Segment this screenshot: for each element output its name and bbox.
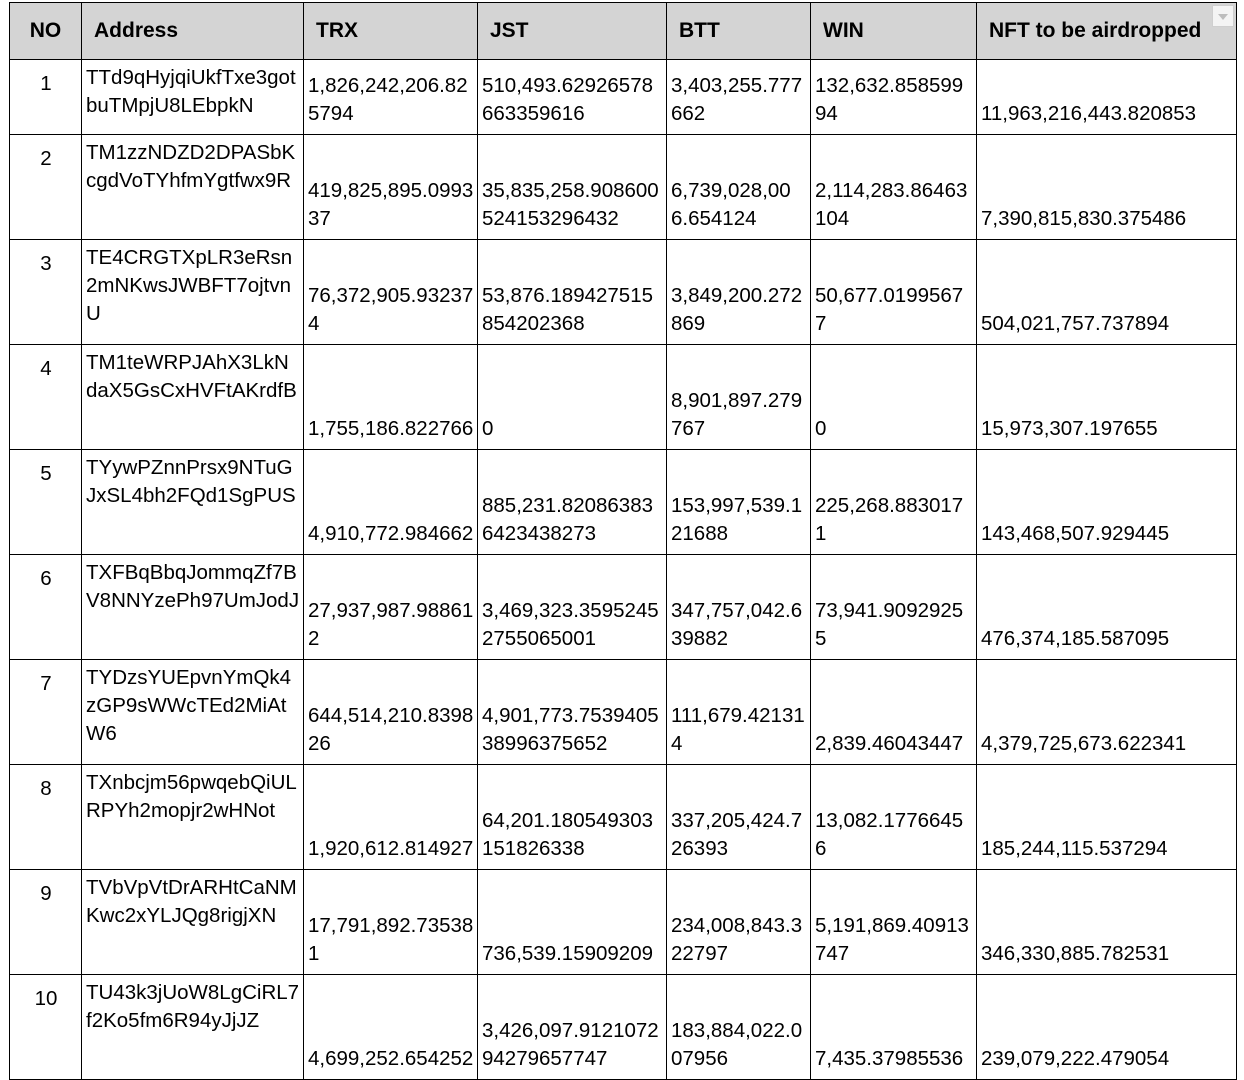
cell-win: 0 (811, 345, 977, 450)
cell-trx: 1,826,242,206.825794 (304, 60, 478, 135)
table-row (10, 240, 1237, 345)
cell-btt: 234,008,843.322797 (667, 870, 811, 975)
cell-trx: 76,372,905.932374 (304, 240, 478, 345)
airdrop-table-container (9, 2, 1237, 1080)
cell-nft: 239,079,222.479054 (977, 975, 1237, 1080)
cell-trx: 27,937,987.988612 (304, 555, 478, 660)
cell-nft: 143,468,507.929445 (977, 450, 1237, 555)
table-row (10, 870, 1237, 975)
cell-address: TE4CRGTXpLR3eRsn2mNKwsJWBFT7ojtvnU (82, 240, 304, 345)
cell-nft: 4,379,725,673.622341 (977, 660, 1237, 765)
cell-jst: 3,469,323.35952452755065001 (478, 555, 667, 660)
cell-no: 4 (10, 345, 82, 450)
header-trx: TRX (304, 3, 478, 60)
cell-address: TYywPZnnPrsx9NTuGJxSL4bh2FQd1SgPUS (82, 450, 304, 555)
header-win: WIN (811, 3, 977, 60)
cell-jst: 64,201.180549303151826338 (478, 765, 667, 870)
cell-no: 3 (10, 240, 82, 345)
cell-jst: 53,876.189427515854202368 (478, 240, 667, 345)
cell-jst: 3,426,097.912107294279657747 (478, 975, 667, 1080)
cell-btt: 3,403,255.777662 (667, 60, 811, 135)
cell-win: 225,268.8830171 (811, 450, 977, 555)
table-row (10, 345, 1237, 450)
cell-jst: 736,539.15909209 (478, 870, 667, 975)
cell-no: 1 (10, 60, 82, 135)
cell-address: TTd9qHyjqiUkfTxe3gotbuTMpjU8LEbpkN (82, 60, 304, 135)
cell-win: 132,632.85859994 (811, 60, 977, 135)
cell-win: 5,191,869.40913747 (811, 870, 977, 975)
cell-address: TXnbcjm56pwqebQiULRPYh2mopjr2wHNot (82, 765, 304, 870)
cell-btt: 153,997,539.121688 (667, 450, 811, 555)
cell-trx: 4,699,252.654252 (304, 975, 478, 1080)
table-row (10, 60, 1237, 135)
header-row (10, 3, 1237, 60)
cell-win: 73,941.90929255 (811, 555, 977, 660)
table-body (10, 60, 1237, 1080)
cell-address: TVbVpVtDrARHtCaNMKwc2xYLJQg8rigjXN (82, 870, 304, 975)
cell-win: 7,435.37985536 (811, 975, 977, 1080)
cell-no: 6 (10, 555, 82, 660)
header-nft-label: NFT to be airdropped (989, 19, 1202, 43)
cell-jst: 510,493.62926578663359616 (478, 60, 667, 135)
table-row (10, 135, 1237, 240)
cell-nft: 476,374,185.587095 (977, 555, 1237, 660)
cell-nft: 7,390,815,830.375486 (977, 135, 1237, 240)
cell-trx: 419,825,895.099337 (304, 135, 478, 240)
cell-nft: 11,963,216,443.820853 (977, 60, 1237, 135)
dropdown-arrow-icon[interactable] (1212, 5, 1234, 27)
cell-jst: 885,231.820863836423438273 (478, 450, 667, 555)
cell-win: 50,677.01995677 (811, 240, 977, 345)
cell-trx: 17,791,892.735381 (304, 870, 478, 975)
cell-btt: 337,205,424.726393 (667, 765, 811, 870)
table-row (10, 660, 1237, 765)
cell-trx: 1,755,186.822766 (304, 345, 478, 450)
cell-nft: 15,973,307.197655 (977, 345, 1237, 450)
cell-btt: 8,901,897.279767 (667, 345, 811, 450)
cell-nft: 504,021,757.737894 (977, 240, 1237, 345)
table-row (10, 975, 1237, 1080)
cell-address: TYDzsYUEpvnYmQk4zGP9sWWcTEd2MiAtW6 (82, 660, 304, 765)
cell-jst: 4,901,773.753940538996375652 (478, 660, 667, 765)
cell-jst: 0 (478, 345, 667, 450)
cell-no: 8 (10, 765, 82, 870)
cell-no: 5 (10, 450, 82, 555)
table-row (10, 765, 1237, 870)
header-address: Address (82, 3, 304, 60)
cell-address: TM1teWRPJAhX3LkNdaX5GsCxHVFtAKrdfB (82, 345, 304, 450)
header-nft (977, 3, 1237, 60)
cell-nft: 346,330,885.782531 (977, 870, 1237, 975)
cell-btt: 3,849,200.272869 (667, 240, 811, 345)
cell-no: 2 (10, 135, 82, 240)
cell-jst: 35,835,258.908600524153296432 (478, 135, 667, 240)
table-row (10, 450, 1237, 555)
cell-address: TXFBqBbqJommqZf7BV8NNYzePh97UmJodJ (82, 555, 304, 660)
header-btt: BTT (667, 3, 811, 60)
cell-win: 2,114,283.86463104 (811, 135, 977, 240)
header-no: NO (10, 3, 82, 60)
cell-btt: 111,679.421314 (667, 660, 811, 765)
cell-no: 9 (10, 870, 82, 975)
airdrop-table (9, 2, 1237, 1080)
cell-trx: 4,910,772.984662 (304, 450, 478, 555)
cell-win: 13,082.17766456 (811, 765, 977, 870)
cell-btt: 347,757,042.639882 (667, 555, 811, 660)
cell-no: 7 (10, 660, 82, 765)
cell-nft: 185,244,115.537294 (977, 765, 1237, 870)
table-row (10, 555, 1237, 660)
cell-btt: 6,739,028,006.654124 (667, 135, 811, 240)
cell-win: 2,839.46043447 (811, 660, 977, 765)
cell-address: TU43k3jUoW8LgCiRL7f2Ko5fm6R94yJjJZ (82, 975, 304, 1080)
header-jst: JST (478, 3, 667, 60)
cell-no: 10 (10, 975, 82, 1080)
cell-trx: 644,514,210.839826 (304, 660, 478, 765)
cell-btt: 183,884,022.007956 (667, 975, 811, 1080)
cell-address: TM1zzNDZD2DPASbKcgdVoTYhfmYgtfwx9R (82, 135, 304, 240)
cell-trx: 1,920,612.814927 (304, 765, 478, 870)
